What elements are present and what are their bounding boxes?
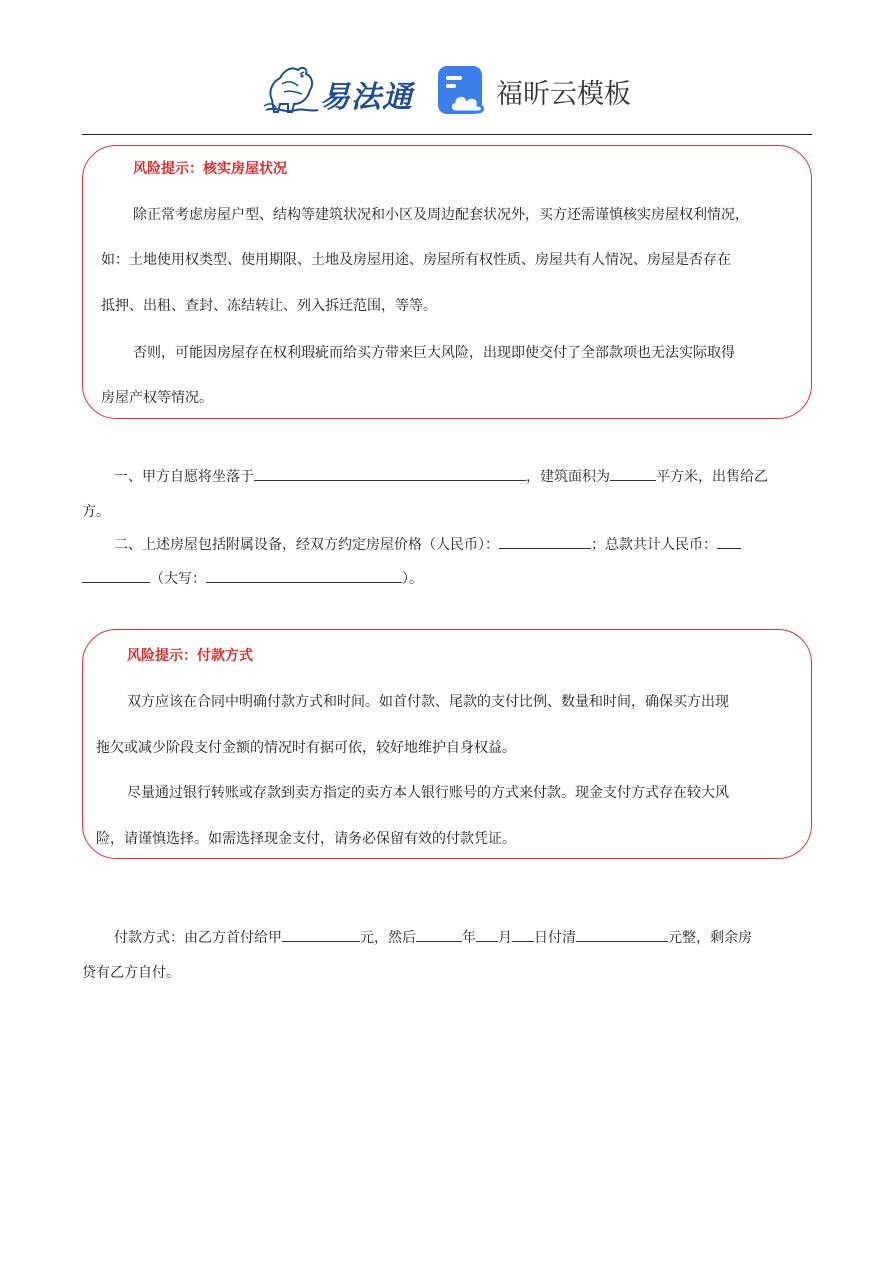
risk-notice-line: 尽量通过银行转账或存款到卖方指定的卖方本人银行账号的方式来付款。现金支付方式存在较大风 <box>127 785 729 801</box>
clause-text: 元整，剩余房 <box>668 930 752 946</box>
year-blank[interactable] <box>416 927 462 942</box>
clause-text: 年 <box>462 930 476 946</box>
clause-two-continued <box>82 568 423 588</box>
yifatong-logo <box>262 62 412 118</box>
total-uppercase-blank[interactable] <box>206 568 402 583</box>
balance-blank[interactable] <box>576 927 668 942</box>
clause-text: 付款方式：由乙方首付给甲 <box>114 930 282 946</box>
clause-text: 一、甲方自愿将坐落于 <box>114 469 254 485</box>
clause-text: 二、上述房屋包括附属设备，经双方约定房屋价格（人民币）： <box>114 537 499 553</box>
risk-notice-property <box>82 145 812 419</box>
payment-clause-continued: 贷有乙方自付。 <box>82 965 180 981</box>
risk-notice-line: 否则，可能因房屋存在权利瑕疵而给买方带来巨大风险，出现即使交付了全部款项也无法实际取得 <box>133 345 735 361</box>
risk-notice-title: 风险提示：付款方式 <box>127 648 253 664</box>
yifatong-logo-text: 易法通 <box>320 80 413 115</box>
risk-notice-payment <box>82 629 812 859</box>
risk-notice-line: 抵押、出租、查封、冻结转让、列入拆迁范围，等等。 <box>101 298 437 314</box>
risk-notice-title: 风险提示：核实房屋状况 <box>133 161 287 177</box>
clause-text: 日付清 <box>534 930 576 946</box>
fuxin-logo <box>436 64 636 120</box>
down-payment-blank[interactable] <box>282 927 360 942</box>
header-divider <box>82 134 812 135</box>
clause-text: （大写： <box>150 571 206 587</box>
risk-notice-line: 双方应该在合同中明确付款方式和时间。如首付款、尾款的支付比例、数量和时间，确保买方出现 <box>127 694 729 710</box>
clause-one <box>114 466 768 486</box>
clause-text: ，建筑面积为 <box>526 469 610 485</box>
page-header <box>0 56 893 126</box>
total-blank-start[interactable] <box>717 534 741 549</box>
day-blank[interactable] <box>512 927 534 942</box>
clause-two <box>114 534 741 554</box>
risk-notice-line: 房屋产权等情况。 <box>101 390 213 406</box>
clause-text: 平方米，出售给乙 <box>656 469 768 485</box>
total-blank-end[interactable] <box>82 568 150 583</box>
risk-notice-line: 险，请谨慎选择。如需选择现金支付，请务必保留有效的付款凭证。 <box>96 831 516 847</box>
clause-text: ；总款共计人民币： <box>591 537 717 553</box>
risk-notice-line: 除正常考虑房屋户型、结构等建筑状况和小区及周边配套状况外，买方还需谨慎核实房屋权利情况， <box>133 207 749 223</box>
clause-one-continued: 方。 <box>82 504 110 520</box>
price-blank[interactable] <box>499 534 591 549</box>
clause-text: 月 <box>498 930 512 946</box>
area-blank[interactable] <box>610 466 656 481</box>
risk-notice-line: 如：土地使用权类型、使用期限、土地及房屋用途、房屋所有权性质、房屋共有人情况、房屋是否存在 <box>101 252 731 268</box>
cloud-document-icon <box>436 64 488 118</box>
qilin-emblem-icon <box>262 62 322 118</box>
fuxin-logo-text: 福昕云模板 <box>496 79 631 110</box>
clause-text: ）。 <box>402 571 423 587</box>
month-blank[interactable] <box>476 927 498 942</box>
risk-notice-line: 拖欠或减少阶段支付金额的情况时有据可依，较好地维护自身权益。 <box>96 740 516 756</box>
payment-clause <box>114 927 752 947</box>
location-blank[interactable] <box>254 466 526 481</box>
clause-text: 元，然后 <box>360 930 416 946</box>
